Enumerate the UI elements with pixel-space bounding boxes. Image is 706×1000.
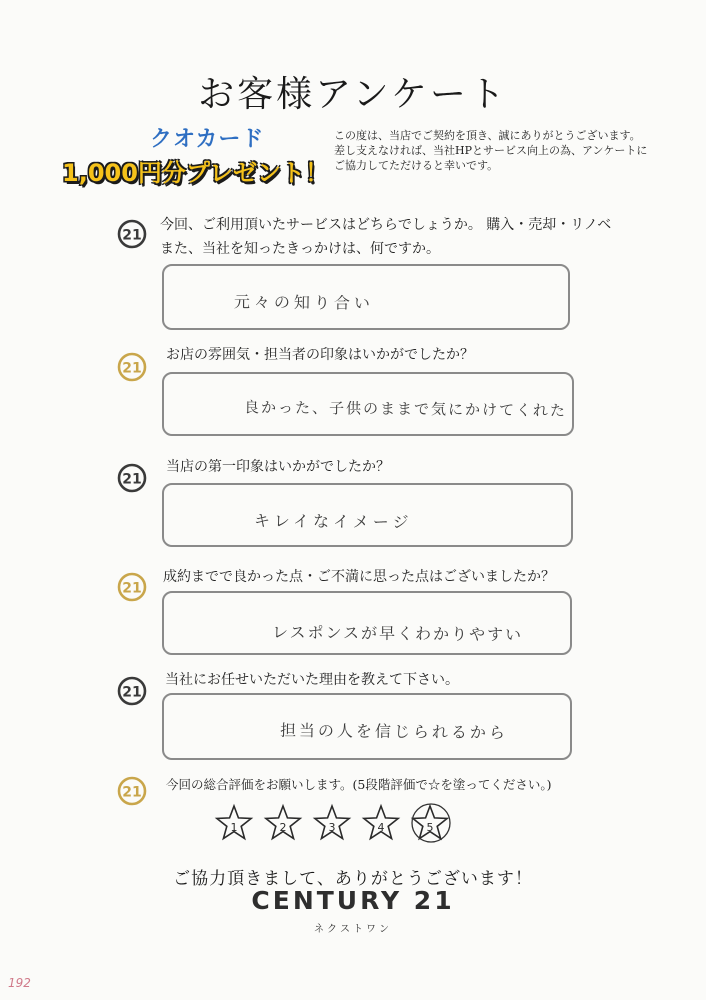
century21-logo: CENTURY 21 — [251, 886, 455, 915]
star-label: 1 — [230, 821, 238, 834]
question-1 — [160, 213, 611, 261]
rating-stars[interactable] — [212, 802, 472, 846]
badge-label: 21 — [122, 580, 142, 597]
question-3 — [166, 455, 390, 479]
question-line: お店の雰囲気・担当者の印象はいかがでしたか？ — [166, 347, 474, 363]
question-6 — [166, 773, 551, 797]
question-line: また、当社を知ったきっかけは、何ですか。 — [160, 241, 440, 257]
page-title: お客様アンケート — [198, 74, 508, 115]
question-2 — [166, 343, 474, 367]
century21-badge-icon — [117, 352, 147, 382]
answer-4: レスポンスが早くわかりやすい — [271, 622, 524, 645]
promo-present: 1,000円分プレゼント！ — [62, 159, 329, 187]
answer-box-2[interactable] — [162, 372, 574, 436]
century21-badge-icon — [117, 572, 147, 602]
badge-label: 21 — [122, 684, 142, 701]
answer-box-1[interactable] — [162, 264, 570, 330]
question-4 — [163, 565, 555, 589]
question-5 — [165, 668, 459, 692]
question-line: 今回、ご利用頂いたサービスはどちらでしょうか。 購入・売却・リノベ — [160, 217, 612, 233]
century21-badge-icon — [117, 463, 147, 493]
question-line: 当社にお任せいただいた理由を教えて下さい。 — [165, 672, 459, 688]
question-line: 今回の総合評価をお願いします。(5段階評価で☆を塗ってください。) — [166, 777, 552, 792]
intro-line: この度は、当店でご契約を頂き、誠にありがとうございます。 — [334, 129, 641, 142]
question-line: 当店の第一印象はいかがでしたか？ — [166, 459, 390, 475]
answer-5: 担当の人を信じられるから — [279, 720, 509, 743]
intro-line: ご協力してただけると幸いです。 — [334, 159, 499, 172]
handwritten-note: 192 — [8, 976, 31, 990]
star-label: 3 — [328, 821, 336, 834]
store-name: ネクストワン — [314, 924, 392, 935]
badge-label: 21 — [122, 471, 142, 488]
century21-badge-icon — [117, 776, 147, 806]
century21-badge-icon — [117, 219, 147, 249]
badge-label: 21 — [122, 360, 142, 377]
question-line: 成約までで良かった点・ご不満に思った点はございましたか？ — [163, 569, 555, 585]
answer-2: 良かった、子供のままで気にかけてくれた — [243, 398, 568, 420]
badge-label: 21 — [122, 227, 142, 244]
badge-label: 21 — [122, 784, 142, 801]
star-label: 5 — [426, 821, 434, 834]
answer-box-3[interactable] — [162, 483, 573, 547]
answer-box-4[interactable] — [162, 591, 572, 655]
star-label: 4 — [377, 821, 385, 834]
answer-3: キレイなイメージ — [253, 511, 413, 532]
star-label: 2 — [279, 821, 287, 834]
promo-quo-card: クオカード — [150, 127, 265, 152]
intro-text — [334, 128, 674, 173]
answer-1: 元々の知り合い — [233, 292, 375, 313]
thanks-message: ご協力頂きまして、ありがとうございます！ — [173, 869, 533, 889]
intro-line: 差し支えなければ、当社HPとサービス向上の為、アンケートに — [334, 144, 648, 157]
answer-box-5[interactable] — [162, 693, 572, 760]
century21-badge-icon — [117, 676, 147, 706]
